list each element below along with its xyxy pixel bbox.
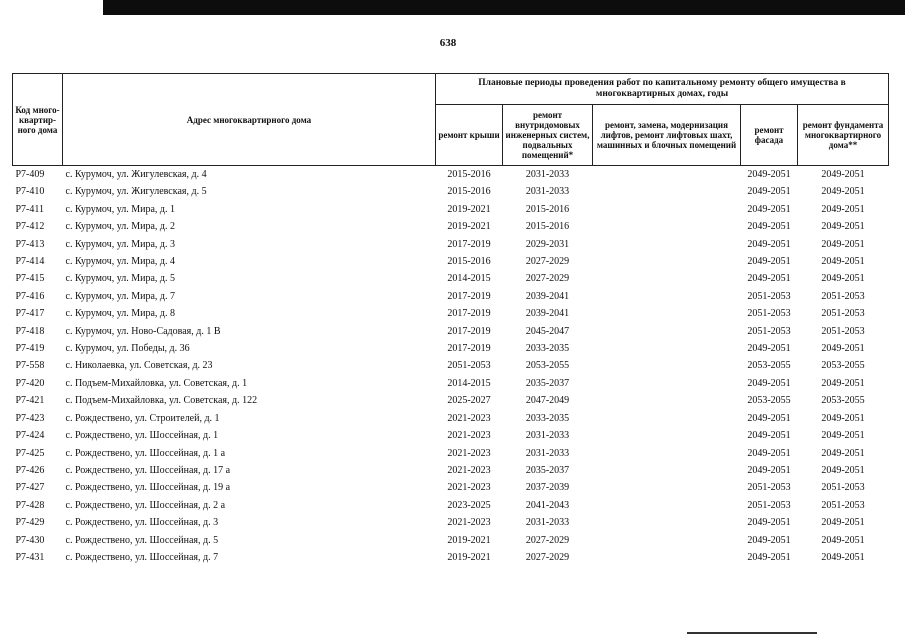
table-row <box>13 497 889 514</box>
cell-facade: 2049-2051 <box>747 447 791 459</box>
cell-engineering: 2015-2016 <box>525 221 570 233</box>
cell-facade: 2049-2051 <box>747 203 791 215</box>
cell-roof: 2017-2019 <box>447 343 491 355</box>
cell-address: с. Подъем-Михайловка, ул. Советская, д. 1 <box>65 377 248 389</box>
cell-foundation: 2049-2051 <box>821 186 865 198</box>
cell-code: Р7-413 <box>15 238 45 250</box>
cell-address: с. Курумоч, ул. Мира, д. 3 <box>65 238 176 250</box>
cell-roof: 2051-2053 <box>447 360 491 372</box>
cell-code: Р7-411 <box>15 203 45 215</box>
cell-address: с. Рождествено, ул. Строителей, д. 1 <box>65 412 220 424</box>
cell-foundation: 2049-2051 <box>821 169 865 180</box>
cell-foundation: 2049-2051 <box>821 343 865 355</box>
cell-engineering: 2041-2043 <box>525 499 570 511</box>
cell-code: Р7-410 <box>15 186 45 198</box>
cell-facade: 2049-2051 <box>747 169 791 180</box>
cell-address: с. Подъем-Михайловка, ул. Советская, д. 122 <box>65 395 258 407</box>
cell-elevators <box>593 479 741 496</box>
cell-foundation: 2049-2051 <box>821 534 865 546</box>
cell-roof: 2014-2015 <box>447 273 491 285</box>
cell-engineering: 2033-2035 <box>525 412 570 424</box>
cell-code: Р7-428 <box>15 499 45 511</box>
cell-code: Р7-414 <box>15 256 45 268</box>
cell-code: Р7-426 <box>15 464 45 476</box>
cell-roof: 2017-2019 <box>447 290 491 302</box>
cell-engineering: 2027-2029 <box>525 273 570 285</box>
cell-foundation: 2049-2051 <box>821 447 865 459</box>
cell-roof: 2025-2027 <box>447 395 491 407</box>
table-row <box>13 462 889 479</box>
cell-facade: 2051-2053 <box>747 499 791 511</box>
cell-elevators <box>593 166 741 184</box>
cell-foundation: 2049-2051 <box>821 551 865 563</box>
cell-engineering: 2031-2033 <box>525 430 570 442</box>
header-roof: ремонт крыши <box>436 105 503 166</box>
cell-address: с. Рождествено, ул. Шоссейная, д. 17 а <box>65 464 231 476</box>
cell-address: с. Курумоч, ул. Мира, д. 7 <box>65 290 176 302</box>
cell-elevators <box>593 549 741 566</box>
cell-code: Р7-415 <box>15 273 45 285</box>
table-row <box>13 410 889 427</box>
cell-foundation: 2053-2055 <box>821 395 865 407</box>
cell-address: с. Курумоч, ул. Мира, д. 5 <box>65 273 176 285</box>
cell-elevators <box>593 183 741 200</box>
table-row <box>13 201 889 218</box>
cell-code: Р7-418 <box>15 325 45 337</box>
cell-address: с. Николаевка, ул. Советская, д. 23 <box>65 360 213 372</box>
cell-facade: 2049-2051 <box>747 534 791 546</box>
cell-address: с. Рождествено, ул. Шоссейная, д. 1 <box>65 430 219 442</box>
cell-address: с. Курумоч, ул. Жигулевская, д. 4 <box>65 169 207 180</box>
cell-engineering: 2035-2037 <box>525 377 570 389</box>
cell-engineering: 2027-2029 <box>525 551 570 563</box>
cell-address: с. Рождествено, ул. Шоссейная, д. 1 а <box>65 447 226 459</box>
table-row <box>13 427 889 444</box>
cell-foundation: 2051-2053 <box>821 308 865 320</box>
table-row <box>13 549 889 566</box>
cell-code: Р7-409 <box>15 169 45 180</box>
cell-elevators <box>593 410 741 427</box>
cell-code: Р7-423 <box>15 412 45 424</box>
table-row <box>13 253 889 270</box>
cell-facade: 2049-2051 <box>747 412 791 424</box>
table-row <box>13 479 889 496</box>
cell-engineering: 2031-2033 <box>525 169 570 180</box>
header-periods: Плановые периоды проведения работ по капитальному ремонту общего имущества в многоквартирных домах, годы <box>436 74 889 105</box>
cell-engineering: 2053-2055 <box>525 360 570 372</box>
cell-code: Р7-429 <box>15 517 45 529</box>
cell-engineering: 2039-2041 <box>525 290 570 302</box>
cell-code: Р7-427 <box>15 482 45 494</box>
cell-roof: 2021-2023 <box>447 464 491 476</box>
cell-address: с. Курумоч, ул. Мира, д. 1 <box>65 203 176 215</box>
cell-address: с. Курумоч, ул. Победы, д. 36 <box>65 343 190 355</box>
cell-elevators <box>593 218 741 235</box>
cell-roof: 2019-2021 <box>447 203 491 215</box>
cell-elevators <box>593 270 741 287</box>
cell-foundation: 2049-2051 <box>821 377 865 389</box>
cell-engineering: 2031-2033 <box>525 186 570 198</box>
header-address: Адрес многоквартирного дома <box>63 74 436 166</box>
cell-foundation: 2049-2051 <box>821 517 865 529</box>
table-row <box>13 532 889 549</box>
cell-address: с. Рождествено, ул. Шоссейная, д. 2 а <box>65 499 226 511</box>
cell-facade: 2049-2051 <box>747 186 791 198</box>
cell-foundation: 2049-2051 <box>821 464 865 476</box>
cell-foundation: 2051-2053 <box>821 325 865 337</box>
cell-roof: 2023-2025 <box>447 499 491 511</box>
cell-code: Р7-424 <box>15 430 45 442</box>
cell-foundation: 2049-2051 <box>821 221 865 233</box>
table-row <box>13 357 889 374</box>
cell-engineering: 2039-2041 <box>525 308 570 320</box>
cell-address: с. Курумоч, ул. Мира, д. 4 <box>65 256 176 268</box>
cell-elevators <box>593 462 741 479</box>
cell-elevators <box>593 392 741 409</box>
cell-facade: 2051-2053 <box>747 308 791 320</box>
cell-facade: 2049-2051 <box>747 343 791 355</box>
cell-foundation: 2049-2051 <box>821 256 865 268</box>
cell-elevators <box>593 305 741 322</box>
cell-engineering: 2029-2031 <box>525 238 570 250</box>
cell-facade: 2049-2051 <box>747 551 791 563</box>
cell-engineering: 2033-2035 <box>525 343 570 355</box>
cell-code: Р7-558 <box>15 360 45 372</box>
cell-facade: 2049-2051 <box>747 256 791 268</box>
cell-code: Р7-412 <box>15 221 45 233</box>
cell-facade: 2053-2055 <box>747 360 791 372</box>
table-row <box>13 323 889 340</box>
cell-elevators <box>593 340 741 357</box>
cell-code: Р7-425 <box>15 447 45 459</box>
cell-roof: 2021-2023 <box>447 412 491 424</box>
cell-address: с. Курумоч, ул. Жигулевская, д. 5 <box>65 186 207 198</box>
cell-foundation: 2051-2053 <box>821 499 865 511</box>
cell-engineering: 2047-2049 <box>525 395 570 407</box>
cell-foundation: 2049-2051 <box>821 412 865 424</box>
cell-roof: 2019-2021 <box>447 534 491 546</box>
cell-roof: 2014-2015 <box>447 377 491 389</box>
table-row <box>13 270 889 287</box>
cell-engineering: 2015-2016 <box>525 203 570 215</box>
cell-foundation: 2051-2053 <box>821 482 865 494</box>
table-row <box>13 236 889 253</box>
cell-engineering: 2045-2047 <box>525 325 570 337</box>
table-row <box>13 218 889 235</box>
cell-address: с. Курумоч, ул. Ново-Садовая, д. 1 В <box>65 325 221 337</box>
cell-engineering: 2027-2029 <box>525 256 570 268</box>
cell-facade: 2049-2051 <box>747 273 791 285</box>
page-number: 638 <box>439 37 457 49</box>
cell-roof: 2021-2023 <box>447 482 491 494</box>
header-code: Код много-квартир-ного дома <box>13 74 63 166</box>
cell-elevators <box>593 532 741 549</box>
cell-roof: 2021-2023 <box>447 447 491 459</box>
cell-foundation: 2051-2053 <box>821 290 865 302</box>
cell-facade: 2049-2051 <box>747 377 791 389</box>
cell-elevators <box>593 323 741 340</box>
cell-elevators <box>593 514 741 531</box>
cell-elevators <box>593 236 741 253</box>
cell-elevators <box>593 288 741 305</box>
cell-roof: 2015-2016 <box>447 169 491 180</box>
cell-facade: 2049-2051 <box>747 430 791 442</box>
cell-address: с. Рождествено, ул. Шоссейная, д. 3 <box>65 517 219 529</box>
cell-elevators <box>593 375 741 392</box>
cell-roof: 2015-2016 <box>447 256 491 268</box>
cell-address: с. Курумоч, ул. Мира, д. 2 <box>65 221 176 233</box>
cell-roof: 2017-2019 <box>447 325 491 337</box>
cell-engineering: 2031-2033 <box>525 447 570 459</box>
cell-elevators <box>593 201 741 218</box>
cell-facade: 2049-2051 <box>747 464 791 476</box>
cell-foundation: 2049-2051 <box>821 203 865 215</box>
cell-facade: 2051-2053 <box>747 290 791 302</box>
cell-foundation: 2049-2051 <box>821 238 865 250</box>
cell-roof: 2019-2021 <box>447 551 491 563</box>
cell-facade: 2049-2051 <box>747 517 791 529</box>
cell-address: с. Рождествено, ул. Шоссейная, д. 7 <box>65 551 219 563</box>
header-facade: ремонт фасада <box>741 105 798 166</box>
cell-code: Р7-416 <box>15 290 45 302</box>
cell-address: с. Курумоч, ул. Мира, д. 8 <box>65 308 176 320</box>
cell-foundation: 2049-2051 <box>821 430 865 442</box>
cell-engineering: 2027-2029 <box>525 534 570 546</box>
table-row <box>13 392 889 409</box>
table-row <box>13 183 889 200</box>
scan-top-edge <box>103 0 905 15</box>
cell-code: Р7-430 <box>15 534 45 546</box>
table-row <box>13 375 889 392</box>
cell-engineering: 2035-2037 <box>525 464 570 476</box>
cell-roof: 2017-2019 <box>447 308 491 320</box>
cell-elevators <box>593 497 741 514</box>
header-elevators: ремонт, замена, модернизация лифтов, ремонт лифтовых шахт, машинных и блочных помещений <box>593 105 741 166</box>
cell-elevators <box>593 427 741 444</box>
table-body <box>13 166 889 567</box>
cell-engineering: 2031-2033 <box>525 517 570 529</box>
cell-facade: 2049-2051 <box>747 238 791 250</box>
cell-elevators <box>593 445 741 462</box>
table-row <box>13 340 889 357</box>
capital-repair-table <box>12 73 889 566</box>
header-foundation: ремонт фундамента многоквартирного дома** <box>798 105 889 166</box>
cell-code: Р7-420 <box>15 377 45 389</box>
header-engineering: ремонт внутридомовых инженерных систем, подвальных помещений* <box>503 105 593 166</box>
cell-address: с. Рождествено, ул. Шоссейная, д. 5 <box>65 534 219 546</box>
table-row <box>13 288 889 305</box>
cell-engineering: 2037-2039 <box>525 482 570 494</box>
cell-foundation: 2049-2051 <box>821 273 865 285</box>
cell-facade: 2053-2055 <box>747 395 791 407</box>
cell-facade: 2051-2053 <box>747 325 791 337</box>
cell-code: Р7-417 <box>15 308 45 320</box>
cell-address: с. Рождествено, ул. Шоссейная, д. 19 а <box>65 482 231 494</box>
table-row <box>13 445 889 462</box>
cell-code: Р7-419 <box>15 343 45 355</box>
cell-elevators <box>593 253 741 270</box>
cell-roof: 2021-2023 <box>447 430 491 442</box>
cell-roof: 2017-2019 <box>447 238 491 250</box>
scan-bottom-line <box>687 632 817 634</box>
table-header <box>13 74 889 166</box>
table-row <box>13 166 889 184</box>
cell-foundation: 2053-2055 <box>821 360 865 372</box>
table-row <box>13 305 889 322</box>
cell-roof: 2021-2023 <box>447 517 491 529</box>
table-row <box>13 514 889 531</box>
cell-elevators <box>593 357 741 374</box>
cell-code: Р7-421 <box>15 395 45 407</box>
cell-roof: 2019-2021 <box>447 221 491 233</box>
cell-code: Р7-431 <box>15 551 45 563</box>
cell-facade: 2049-2051 <box>747 221 791 233</box>
cell-facade: 2051-2053 <box>747 482 791 494</box>
cell-roof: 2015-2016 <box>447 186 491 198</box>
